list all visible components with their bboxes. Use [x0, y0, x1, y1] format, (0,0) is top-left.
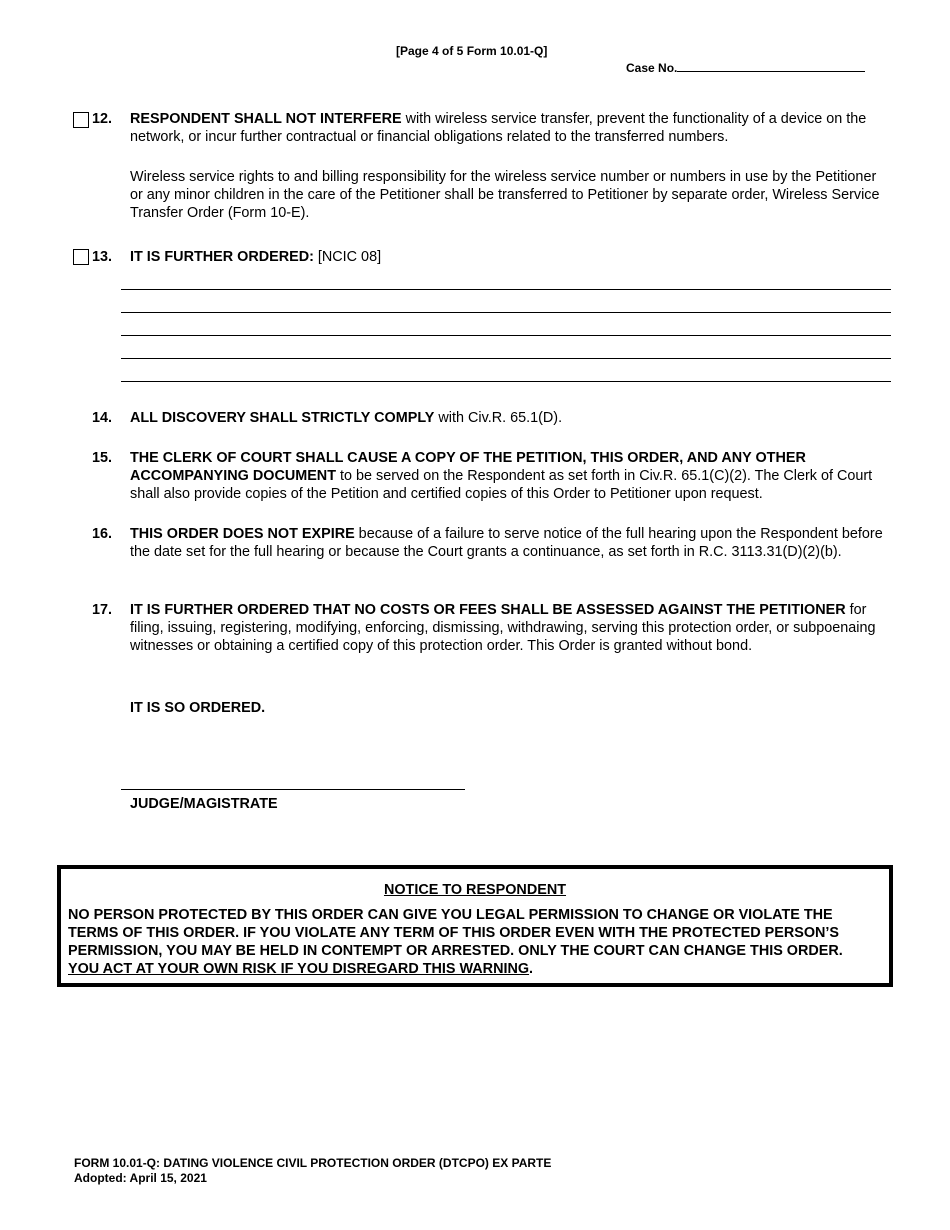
further-order-line-1[interactable] — [121, 289, 891, 290]
item-16-text — [130, 525, 886, 561]
case-number-field[interactable] — [677, 59, 865, 72]
item-17-heading: IT IS FURTHER ORDERED THAT NO COSTS OR FEES SHALL BE ASSESSED AGAINST THE PETITIONER — [130, 602, 846, 618]
item-13-heading: IT IS FURTHER ORDERED: — [130, 249, 314, 265]
so-ordered: IT IS SO ORDERED. — [130, 700, 266, 716]
notice-to-respondent-box — [57, 865, 893, 987]
item-15-number: 15. — [92, 450, 113, 466]
page-indicator: [Page 4 of 5 Form 10.01-Q] — [396, 44, 548, 58]
item-13-text — [130, 248, 886, 266]
item-17-text — [130, 601, 886, 655]
item-15-heading: THE CLERK OF COURT SHALL CAUSE A COPY OF THE PETITION, THIS ORDER, AND ANY OTHER ACCOMPANYING DOCUMENT — [130, 450, 806, 484]
case-number — [626, 59, 865, 76]
notice-title: NOTICE TO RESPONDENT — [383, 882, 567, 898]
notice-end: . — [529, 961, 534, 977]
item-14-heading: ALL DISCOVERY SHALL STRICTLY COMPLY — [130, 410, 435, 426]
notice-body — [68, 906, 863, 978]
item-13-body: [NCIC 08] — [313, 249, 382, 265]
item-14-text — [130, 409, 886, 427]
judge-magistrate-label: JUDGE/MAGISTRATE — [130, 796, 278, 812]
further-order-line-5[interactable] — [121, 381, 891, 382]
item-16-body: because of a failure to serve notice of the full hearing upon the Respondent before the date set for the full hearing or because the Court grants a continuance, as set forth in R.C. 3113.31(D)(2)(b). — [130, 526, 883, 560]
item-16-heading: THIS ORDER DOES NOT EXPIRE — [130, 526, 355, 542]
notice-text: NO PERSON PROTECTED BY THIS ORDER CAN GIVE YOU LEGAL PERMISSION TO CHANGE OR VIOLATE THE TERMS OF THIS ORDER. IF YOU VIOLATE ANY TERM OF THIS ORDER EVEN WITH THE PROTECTED PERSON’S PERMISSION, YOU MAY BE HELD IN CONTEMPT OR ARRESTED. ONLY THE COURT CAN CHANGE THIS ORDER. — [68, 907, 843, 959]
notice-warning: YOU ACT AT YOUR OWN RISK IF YOU DISREGARD THIS WARNING — [68, 961, 530, 977]
item-13-checkbox[interactable] — [73, 249, 89, 265]
further-order-line-3[interactable] — [121, 335, 891, 336]
item-17-body: for filing, issuing, registering, modifying, enforcing, dismissing, withdrawing, serving this protection order, or subpoenaing witnesses or obtaining a certified copy of this protection order. This Order is granted without bond. — [130, 602, 876, 654]
adopted-date: Adopted: April 15, 2021 — [74, 1171, 207, 1185]
form-title: FORM 10.01-Q: DATING VIOLENCE CIVIL PROTECTION ORDER (DTCPO) EX PARTE — [74, 1156, 552, 1170]
item-14-number: 14. — [92, 410, 113, 426]
item-12-paragraph-2: Wireless service rights to and billing responsibility for the wireless service number or numbers in use by the Petitioner or any minor children in the care of the Petitioner shall be transferred to Petitioner by separate order, Wireless Service Transfer Order (Form 10-E). — [130, 169, 880, 221]
item-15-text — [130, 449, 886, 503]
item-17-number: 17. — [92, 602, 113, 618]
item-12-number: 12. — [92, 111, 113, 127]
item-12-heading: RESPONDENT SHALL NOT INTERFERE — [130, 111, 402, 127]
further-order-line-2[interactable] — [121, 312, 891, 313]
item-14-body: with Civ.R. 65.1(D). — [434, 410, 563, 426]
item-12-text — [130, 110, 886, 146]
item-15-body: to be served on the Respondent as set forth in Civ.R. 65.1(C)(2). The Clerk of Court shall also provide copies of the Petition and certified copies of this Order to Petitioner upon request. — [130, 468, 873, 502]
item-12-checkbox[interactable] — [73, 112, 89, 128]
item-12-body: with wireless service transfer, prevent the functionality of a device on the network, or incur further contractual or financial obligations related to the transferred numbers. — [130, 111, 867, 145]
item-16-number: 16. — [92, 526, 113, 542]
judge-signature-line[interactable] — [121, 789, 465, 790]
further-order-line-4[interactable] — [121, 358, 891, 359]
case-number-label: Case No. — [626, 61, 678, 75]
form-footer — [74, 1156, 551, 1186]
item-13-number: 13. — [92, 249, 113, 265]
